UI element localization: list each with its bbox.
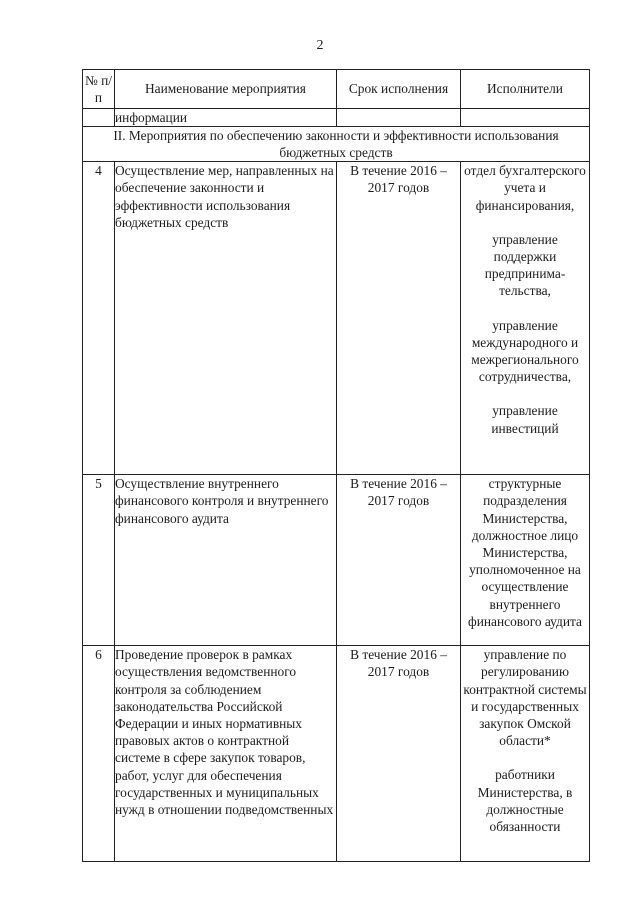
header-executors: Исполнители	[461, 70, 590, 109]
executor: структурные подразделения Министерства, должностное лицо Министерства, уполномоченное на осуществление внутреннего финансового аудита	[468, 476, 582, 629]
table-header-row	[83, 70, 590, 109]
executor: управление поддержки предпринима-тельства,	[484, 231, 566, 299]
row-num: 6	[83, 646, 115, 862]
continued-text: информации	[115, 109, 337, 127]
row-executors	[461, 162, 590, 475]
executor: отдел бухгалтерского учета и финансирования,	[464, 163, 586, 213]
row-term: В течение 2016 – 2017 годов	[337, 162, 461, 475]
row-term: В течение 2016 – 2017 годов	[337, 475, 461, 646]
table-row	[83, 646, 590, 862]
row-name: Осуществление внутреннего финансового контроля и внутреннего финансового аудита	[115, 475, 337, 646]
executor: работники Министерства, в должностные обязанности	[477, 767, 573, 835]
section-row	[83, 127, 590, 162]
table-row	[83, 162, 590, 475]
section-title: II. Мероприятия по обеспечению законности и эффективности использования бюджетных средств	[83, 127, 590, 162]
row-num: 5	[83, 475, 115, 646]
row-executors	[461, 646, 590, 862]
executor: управление по регулированию контрактной системы и государственных закупок Омской области*	[463, 647, 587, 749]
row-num: 4	[83, 162, 115, 475]
continued-row	[83, 109, 590, 127]
page-number: 2	[316, 38, 324, 53]
table-row	[83, 475, 590, 646]
row-executors	[461, 475, 590, 646]
row-term: В течение 2016 – 2017 годов	[337, 646, 461, 862]
row-name: Осуществление мер, направленных на обеспечение законности и эффективности использования бюджетных средств	[115, 162, 337, 475]
executor: управление международного и межрегионального сотрудничества,	[471, 317, 579, 385]
executor: управление инвестиций	[491, 403, 559, 436]
header-term: Срок исполнения	[337, 70, 461, 109]
header-name: Наименование мероприятия	[115, 70, 337, 109]
row-name: Проведение проверок в рамках осуществления ведомственного контроля за соблюдением законодательства Российской Федерации и иных нормативных правовых актов о контрактной системе в сфере закупок товаров, работ, услуг для обеспечения государственных и муниципальных нужд в отношении подведомственных	[115, 646, 337, 862]
measures-table	[82, 69, 590, 862]
header-num: № п/п	[83, 70, 115, 109]
